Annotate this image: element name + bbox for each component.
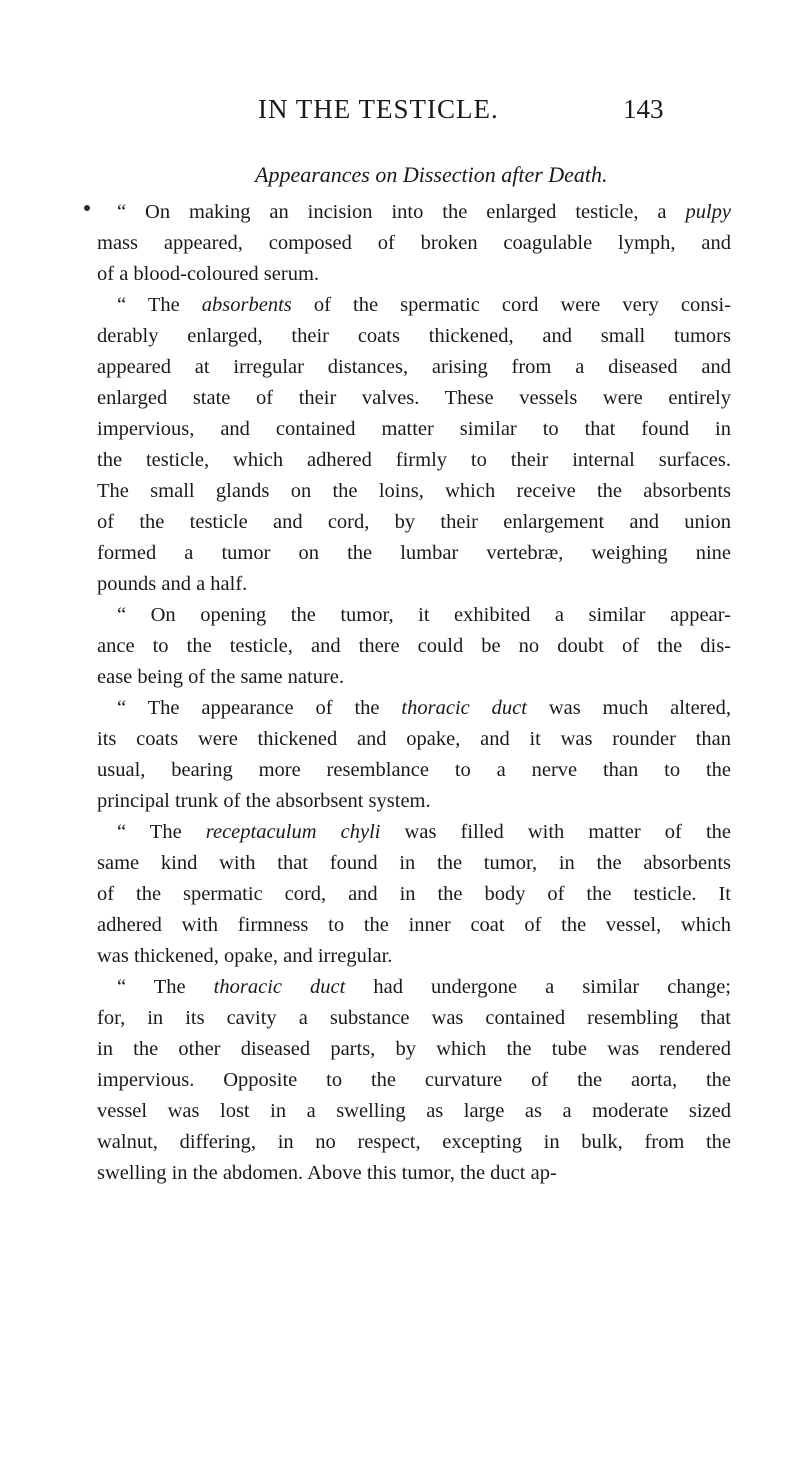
text-line bbox=[117, 292, 731, 318]
text-line bbox=[97, 571, 247, 597]
text-run: “ On opening the tumor, it exhibited a similar appear- bbox=[117, 604, 731, 626]
text-line bbox=[97, 1098, 731, 1124]
text-run: formed a tumor on the lumbar vertebræ, weighing nine bbox=[97, 542, 731, 564]
text-run: had undergone a similar change; bbox=[345, 976, 731, 998]
text-line bbox=[117, 695, 731, 721]
text-run: of a blood-coloured serum. bbox=[97, 263, 320, 285]
text-line bbox=[97, 943, 392, 969]
text-line bbox=[97, 354, 731, 380]
text-run: its coats were thickened and opake, and it was rounder than bbox=[97, 728, 731, 750]
text-line bbox=[97, 1036, 731, 1062]
text-run: of the testicle and cord, by their enlargement and union bbox=[97, 511, 731, 533]
text-run: usual, bearing more resemblance to a nerve than to the bbox=[97, 759, 731, 781]
text-run: enlarged state of their valves. These vessels were entirely bbox=[97, 387, 731, 409]
text-run: “ The bbox=[117, 294, 202, 316]
text-line bbox=[97, 726, 731, 752]
text-run: derably enlarged, their coats thickened, and small tumors bbox=[97, 325, 731, 347]
text-line bbox=[97, 881, 731, 907]
text-line bbox=[97, 261, 319, 287]
page-number: 143 bbox=[623, 94, 664, 124]
text-line bbox=[117, 974, 731, 1000]
text-run: of the spermatic cord were very consi- bbox=[291, 294, 731, 316]
running-head bbox=[0, 92, 800, 132]
italic-text: pulpy bbox=[685, 201, 731, 223]
text-run: impervious, and contained matter similar to that found in bbox=[97, 418, 731, 440]
text-run: same kind with that found in the tumor, in the absorbents bbox=[97, 852, 731, 874]
text-run: ease being of the same nature. bbox=[97, 666, 345, 688]
text-line bbox=[117, 819, 731, 845]
text-run: was thickened, opake, and irregular. bbox=[97, 945, 393, 967]
text-run: was much altered, bbox=[526, 697, 731, 719]
text-run: “ The bbox=[117, 821, 206, 843]
text-line bbox=[97, 788, 431, 814]
text-run: in the other diseased parts, by which the tube was rendered bbox=[97, 1038, 731, 1060]
text-line bbox=[97, 323, 731, 349]
text-run: mass appeared, composed of broken coagulable lymph, and bbox=[97, 232, 731, 254]
ink-dot-mark bbox=[84, 205, 90, 211]
text-line bbox=[97, 416, 731, 442]
italic-text: thoracic duct bbox=[401, 697, 527, 719]
text-run: adhered with firmness to the inner coat of the vessel, which bbox=[97, 914, 731, 936]
text-line bbox=[97, 385, 731, 411]
text-line bbox=[97, 509, 731, 535]
text-line bbox=[97, 664, 344, 690]
text-run: principal trunk of the absorbsent system. bbox=[97, 790, 431, 812]
text-run: vessel was lost in a swelling as large as a moderate sized bbox=[97, 1100, 731, 1122]
text-run: appeared at irregular distances, arising from a diseased and bbox=[97, 356, 731, 378]
running-title: IN THE TESTICLE. bbox=[258, 94, 499, 124]
text-line bbox=[97, 850, 731, 876]
text-run: “ On making an incision into the enlarged testicle, a bbox=[117, 201, 686, 223]
text-run: for, in its cavity a substance was contained resembling that bbox=[97, 1007, 731, 1029]
italic-text: absorbents bbox=[201, 294, 292, 316]
italic-text: thoracic duct bbox=[213, 976, 346, 998]
text-run: impervious. Opposite to the curvature of the aorta, the bbox=[97, 1069, 731, 1091]
text-run: ance to the testicle, and there could be no doubt of the dis- bbox=[97, 635, 731, 657]
text-line bbox=[117, 199, 731, 225]
text-line bbox=[97, 1067, 731, 1093]
text-run: The small glands on the loins, which receive the absorbents bbox=[97, 480, 731, 502]
section-heading: Appearances on Dissection after Death. bbox=[255, 162, 608, 187]
text-run: walnut, differing, in no respect, excepting in bulk, from the bbox=[97, 1131, 731, 1153]
text-run: “ The appearance of the bbox=[117, 697, 402, 719]
text-run: of the spermatic cord, and in the body of the testicle. It bbox=[97, 883, 731, 905]
text-line bbox=[97, 478, 731, 504]
text-line bbox=[97, 912, 731, 938]
text-line bbox=[97, 633, 731, 659]
text-line bbox=[97, 757, 731, 783]
text-line bbox=[97, 1160, 557, 1186]
text-line bbox=[97, 1005, 731, 1031]
text-run: the testicle, which adhered firmly to their internal surfaces. bbox=[97, 449, 731, 471]
text-line bbox=[97, 540, 731, 566]
text-line bbox=[97, 1129, 731, 1155]
italic-text: receptaculum chyli bbox=[205, 821, 381, 843]
text-run: swelling in the abdomen. Above this tumor, the duct ap- bbox=[97, 1162, 557, 1184]
text-run: “ The bbox=[117, 976, 214, 998]
text-line bbox=[117, 602, 731, 628]
text-line bbox=[97, 447, 731, 473]
text-run: was filled with matter of the bbox=[380, 821, 731, 843]
text-run: pounds and a half. bbox=[97, 573, 248, 595]
text-line bbox=[97, 230, 731, 256]
